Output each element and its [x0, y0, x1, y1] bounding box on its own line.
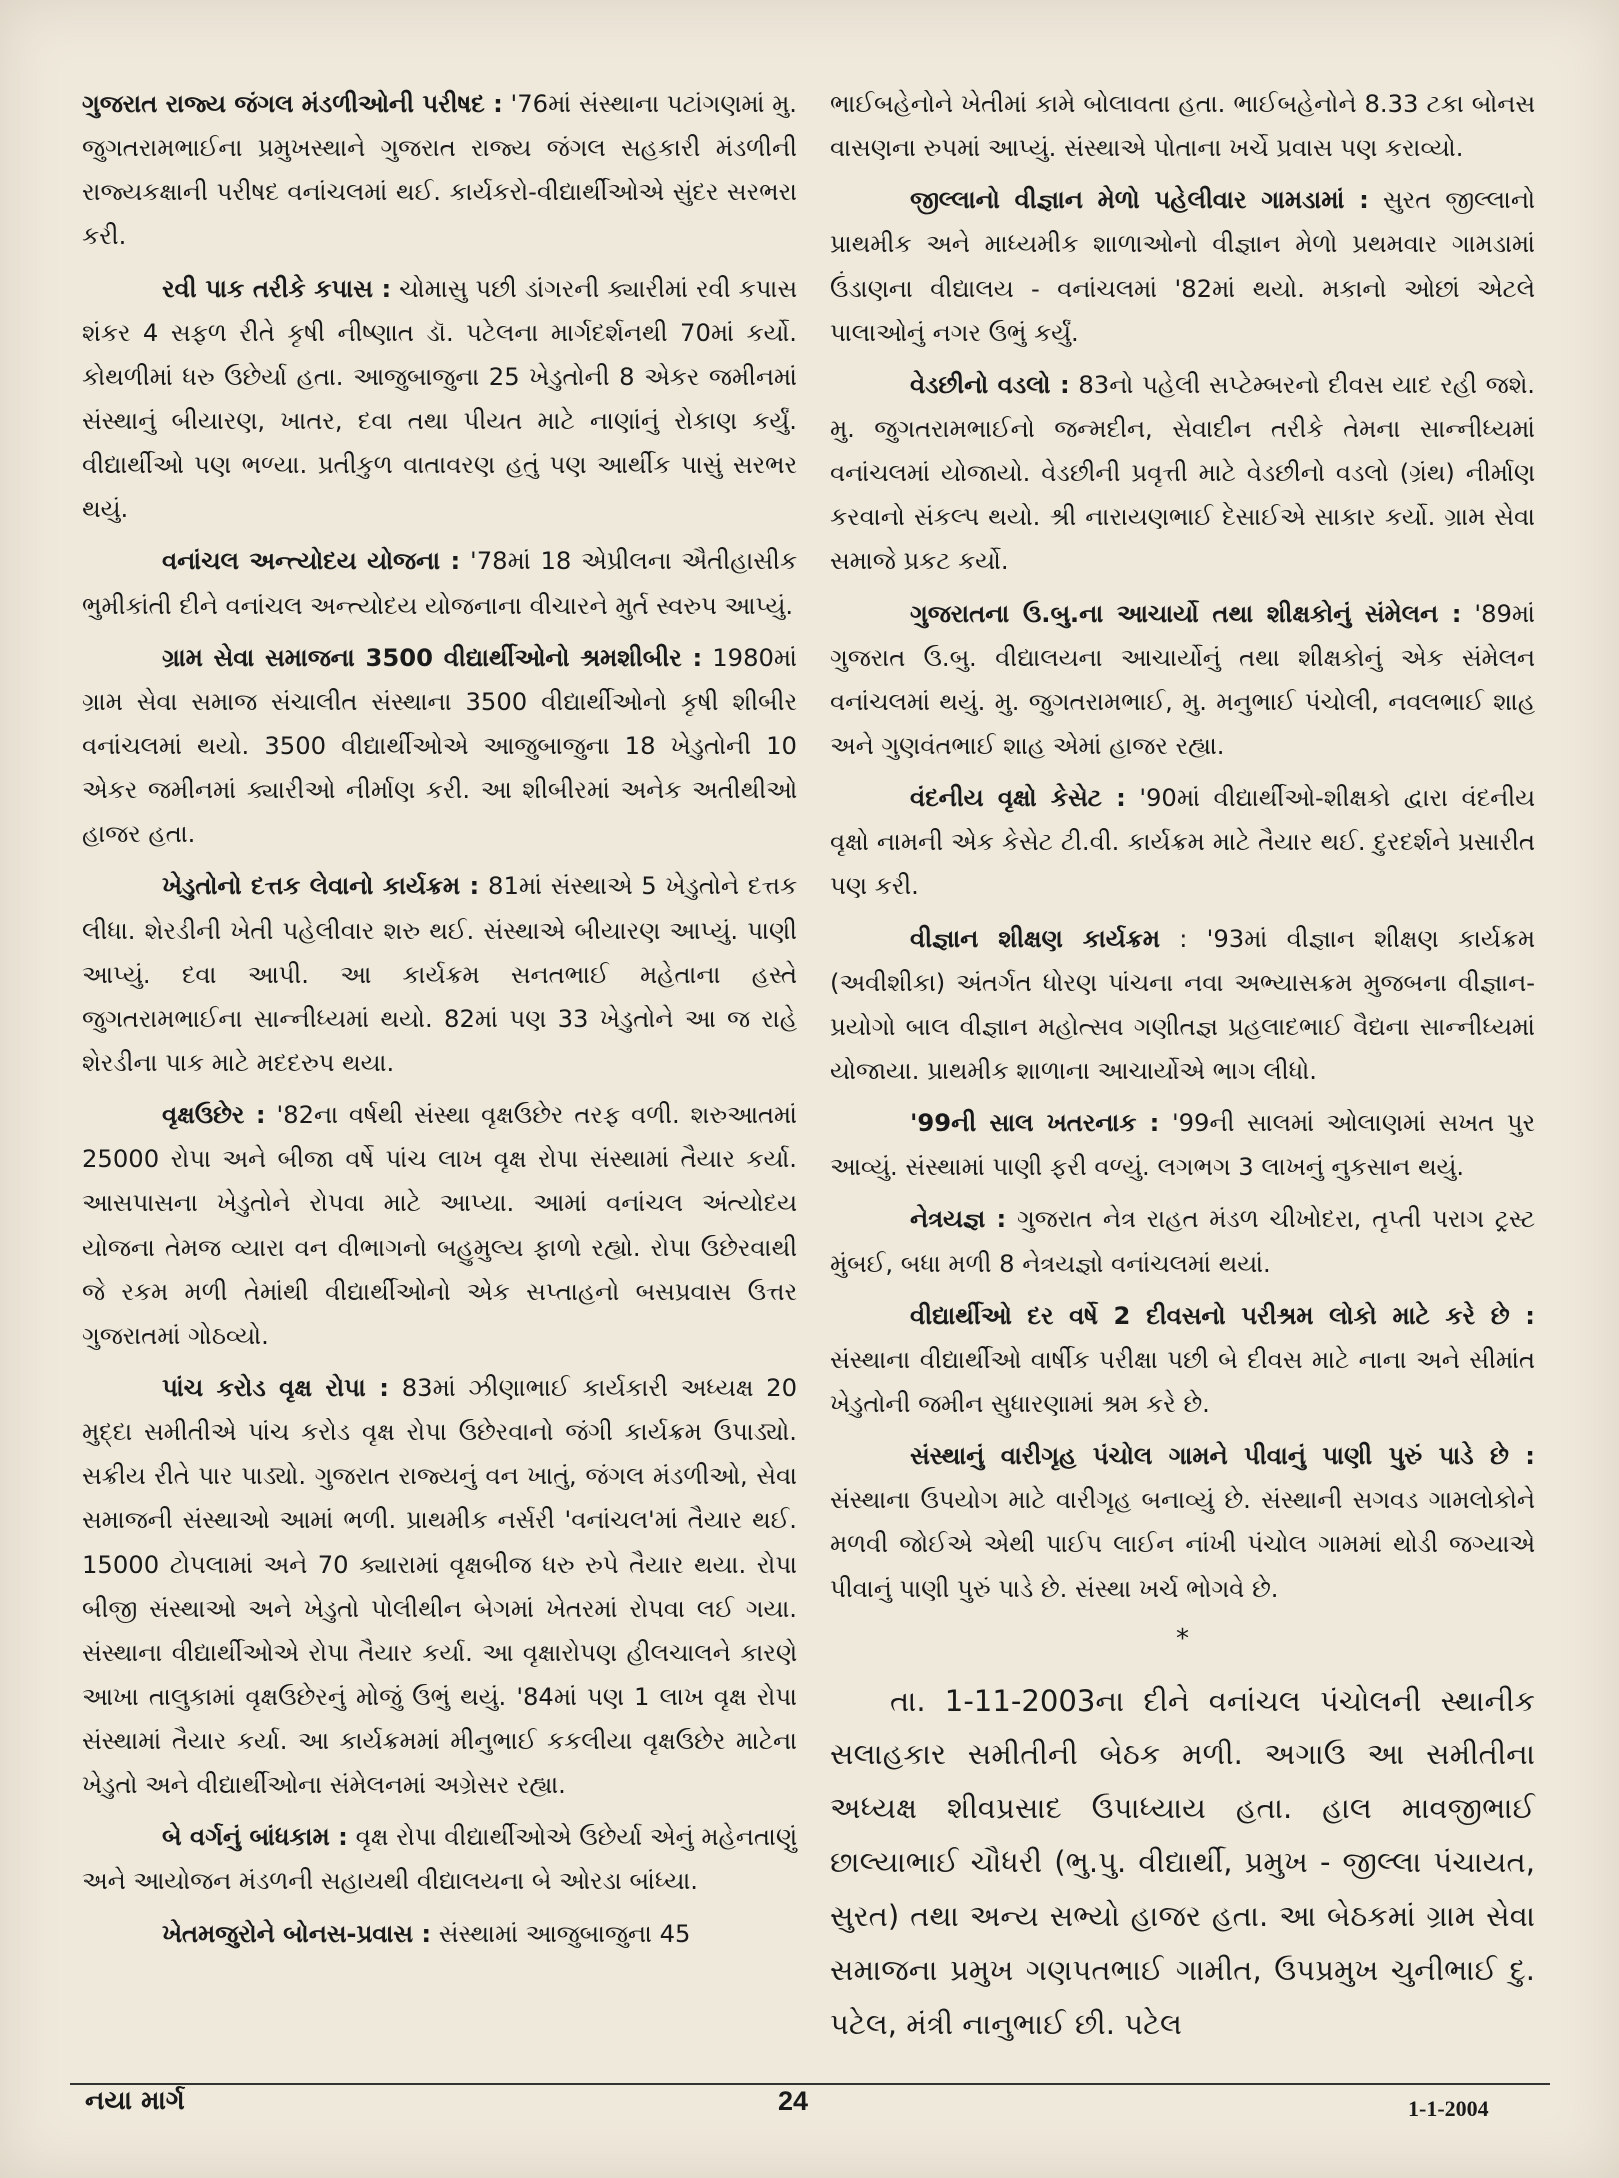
- paragraph-heading: સંસ્થાનું વારીગૃહ પંચોલ ગામને પીવાનું પાણી પુરું પાડે છે :: [910, 1441, 1535, 1471]
- article-paragraph: [82, 1093, 797, 1358]
- footer-divider: [70, 2083, 1550, 2085]
- paragraph-heading: રવી પાક તરીકે કપાસ :: [162, 273, 392, 303]
- paragraph-text: '89માં ગુજરાત ઉ.બુ. વીદ્યાલયના આચાર્યોનું તથા શીક્ષકોનું એક સંમેલન વનાંચલમાં થયું. મુ. જુગતરામભાઈ, મુ. મનુભાઈ પંચોલી, નવલભાઈ શાહ અને ગુણવંતભાઈ શાહ એમાં હાજર રહ્યા.: [830, 598, 1535, 760]
- paragraph-text: 1980માં ગ્રામ સેવા સમાજ સંચાલીત સંસ્થાના 3500 વીદ્યાર્થીઓનો કૃષી શીબીર વનાંચલમાં થયો. 3500 વીદ્યાર્થીઓએ આજુબાજુના 18 ખેડુતોની 10 એકર જમીનમાં ક્યારીઓ નીર્માણ કરી. આ શીબીરમાં અનેક અતીથીઓ હાજર હતા.: [82, 642, 797, 849]
- paragraph-heading: વેડછીનો વડલો :: [910, 369, 1070, 399]
- article-paragraph: [82, 1912, 797, 1956]
- right-column: [830, 82, 1535, 2051]
- paragraph-heading: બે વર્ગનું બાંધકામ :: [162, 1822, 348, 1852]
- article-paragraph: [830, 592, 1535, 769]
- paragraph-text: ચોમાસુ પછી ડાંગરની ક્યારીમાં રવી કપાસ શંકર 4 સફળ રીતે કૃષી નીષ્ણાત ડૉ. પટેલના માર્ગદર્શનથી 70માં કર્યો. કોથળીમાં ધરુ ઉછેર્યા હતા. આજુબાજુના 25 ખેડુતોની 8 એકર જમીનમાં સંસ્થાનું બીયારણ, ખાતર, દવા તથા પીયત માટે નાણાંનું રોકાણ કર્યું. વીદ્યાર્થીઓ પણ ભળ્યા. પ્રતીકુળ વાતાવરણ હતું પણ આર્થીક પાસું સરભર થયું.: [82, 273, 797, 524]
- paragraph-heading: ગુજરાતના ઉ.બુ.ના આચાર્યો તથા શીક્ષકોનું સંમેલન :: [910, 598, 1462, 628]
- article-paragraph: [830, 1294, 1535, 1426]
- article-paragraph: [830, 776, 1535, 908]
- paragraph-heading: વૃક્ષઉછેર :: [162, 1100, 266, 1130]
- article-paragraph: [830, 82, 1535, 170]
- issue-date: 1-1-2004: [1408, 2096, 1489, 2121]
- paragraph-heading: જીલ્લાનો વીજ્ઞાન મેળો પહેલીવાર ગામડામાં :: [910, 185, 1369, 215]
- article-paragraph: [82, 82, 797, 259]
- article-paragraph: [82, 539, 797, 627]
- publication-name: નયા માર્ગ: [85, 2086, 185, 2116]
- paragraph-text: ભાઈબહેનોને ખેતીમાં કામે બોલાવતા હતા. ભાઈબહેનોને 8.33 ટકા બોનસ વાસણના રુપમાં આપ્યું. સંસ્થાએ પોતાના ખર્ચે પ્રવાસ પણ કરાવ્યો.: [830, 89, 1535, 163]
- paragraph-heading: ગુજરાત રાજ્ય જંગલ મંડળીઓની પરીષદ :: [82, 89, 503, 118]
- left-column: [82, 82, 797, 1964]
- article-paragraph: [82, 636, 797, 857]
- paragraph-heading: વીદ્યાર્થીઓ દર વર્ષે 2 દીવસનો પરીશ્રમ લોકો માટે કરે છે :: [910, 1300, 1535, 1330]
- paragraph-heading: નેત્રયજ્ઞ :: [910, 1204, 1007, 1234]
- article-paragraph: [830, 178, 1535, 355]
- section-separator: *: [1176, 1623, 1189, 1654]
- paragraph-text: સુરત જીલ્લાનો પ્રાથમીક અને માધ્યમીક શાળાઓનો વીજ્ઞાન મેળો પ્રથમવાર ગામડામાં ઉંડાણના વીદ્યાલય - વનાંચલમાં '82માં થયો. મકાનો ઓછાં એટલે પાલાઓનું નગર ઉભું કર્યું.: [830, 185, 1536, 347]
- paragraph-text: '99ની સાલમાં ઓલાણમાં સખત પુર આવ્યું. સંસ્થામાં પાણી ફરી વળ્યું. લગભગ 3 લાખનું નુકસાન થયું.: [830, 1108, 1535, 1182]
- paragraph-text: '78માં 18 એપ્રીલના ઐતીહાસીક ભુમીકાંતી દીને વનાંચલ અન્ત્યોદય યોજનાના વીચારને મુર્ત સ્વરુપ આપ્યું.: [82, 546, 797, 620]
- paragraph-text: '90માં વીદ્યાર્થીઓ-શીક્ષકો દ્વારા વંદનીય વૃક્ષો નામની એક કેસેટ ટી.વી. કાર્યક્રમ માટે તૈયાર થઈ. દુરદર્શને પ્રસારીત પણ કરી.: [830, 783, 1535, 901]
- paragraph-heading: ગ્રામ સેવા સમાજના 3500 વીદ્યાર્થીઓનો શ્રમશીબીર :: [162, 642, 703, 672]
- paragraph-heading: ખેડુતોનો દત્તક લેવાનો કાર્યક્રમ :: [162, 871, 480, 901]
- paragraph-heading: પાંચ કરોડ વૃક્ષ રોપા :: [162, 1372, 389, 1402]
- paragraph-text: સંસ્થાના ઉપયોગ માટે વારીગૃહ બનાવ્યું છે. સંસ્થાની સગવડ ગામલોકોને મળવી જોઈએ એથી પાઈપ લાઈન નાંખી પંચોલ ગામમાં થોડી જગ્યાએ પીવાનું પાણી પુરું પાડે છે. સંસ્થા ખર્ચ ભોગવે છે.: [830, 1485, 1535, 1603]
- article-paragraph: [830, 917, 1535, 1094]
- paragraph-text: : '93માં વીજ્ઞાન શીક્ષણ કાર્યક્રમ (અવીશીકા) અંતર્ગત ધોરણ પાંચના નવા અભ્યાસક્રમ મુજબના વીજ્ઞાન-પ્રયોગો બાલ વીજ્ઞાન મહોત્સવ ગણીતજ્ઞ પ્રહલાદભાઈ વૈદ્યના સાન્નીધ્યમાં યોજાયા. પ્રાથમીક શાળાના આચાર્યોએ ભાગ લીધો.: [830, 923, 1535, 1085]
- article-paragraph: [830, 1434, 1535, 1611]
- paragraph-text: 81માં સંસ્થાએ 5 ખેડુતોને દત્તક લીધા. શેરડીની ખેતી પહેલીવાર શરુ થઈ. સંસ્થાએ બીયારણ આપ્યું. પાણી આપ્યું. દવા આપી. આ કાર્યક્રમ સનતભાઈ મહેતાના હસ્તે જુગતરામભાઈના સાન્નીધ્યમાં થયો. 82માં પણ 33 ખેડુતોને આ જ રાહે શેરડીના પાક માટે મદદરુપ થયા.: [82, 871, 797, 1077]
- paragraph-text: 83નો પહેલી સપ્ટેમ્બરનો દીવસ યાદ રહી જશે. મુ. જુગતરામભાઈનો જન્મદીન, સેવાદીન તરીકે તેમના સાન્નીધ્યમાં વનાંચલમાં યોજાયો. વેડછીની પ્રવૃત્તી માટે વેડછીનો વડલો (ગ્રંથ) નીર્માણ કરવાનો સંકલ્પ થયો. શ્રી નારાયણભાઈ દેસાઈએ સાકાર કર્યો. ગ્રામ સેવા સમાજે પ્રકટ કર્યો.: [830, 369, 1535, 576]
- article-paragraph: [82, 1815, 797, 1903]
- article-paragraph: [830, 1197, 1535, 1285]
- paragraph-heading: ખેતમજુરોને બોનસ-પ્રવાસ :: [162, 1918, 432, 1948]
- paragraph-text: '82ના વર્ષથી સંસ્થા વૃક્ષઉછેર તરફ વળી. શરુઆતમાં 25000 રોપા અને બીજા વર્ષે પાંચ લાખ વૃક્ષ રોપા સંસ્થામાં તૈયાર કર્યા. આસપાસના ખેડુતોને રોપવા માટે આપ્યા. આમાં વનાંચલ અંત્યોદય યોજના તેમજ વ્યારા વન વીભાગનો બહુમુલ્ય ફાળો રહ્યો. રોપા ઉછેરવાથી જે રકમ મળી તેમાંથી વીદ્યાર્થીઓનો એક સપ્તાહનો બસપ્રવાસ ઉત્તર ગુજરાતમાં ગોઠવ્યો.: [82, 1100, 797, 1350]
- paragraph-heading: વીજ્ઞાન શીક્ષણ કાર્યક્રમ: [910, 923, 1160, 953]
- paragraph-text: સંસ્થાના વીદ્યાર્થીઓ વાર્ષીક પરીક્ષા પછી બે દીવસ માટે નાના અને સીમાંત ખેડુતોની જમીન સુધારણામાં શ્રમ કરે છે.: [830, 1344, 1535, 1418]
- article-paragraph: [830, 363, 1535, 584]
- article-paragraph: [82, 267, 797, 532]
- paragraph-heading: '99ની સાલ ખતરનાક :: [910, 1108, 1160, 1138]
- article-paragraph: [82, 864, 797, 1085]
- paragraph-text: વૃક્ષ રોપા વીદ્યાર્થીઓએ ઉછેર્યા એનું મહેનતાણું અને આયોજન મંડળની સહાયથી વીદ્યાલયના બે ઓરડા બાંધ્યા.: [82, 1822, 797, 1896]
- article-paragraph: [82, 1366, 797, 1807]
- article-paragraph: [830, 1101, 1535, 1189]
- paragraph-text: સંસ્થામાં આજુબાજુના 45: [431, 1918, 691, 1948]
- paragraph-heading: વંદનીય વૃક્ષો કેસેટ :: [910, 783, 1126, 813]
- paragraph-text: '76માં સંસ્થાના પટાંગણમાં મુ. જુગતરામભાઈના પ્રમુખસ્થાને ગુજરાત રાજ્ય જંગલ સહકારી મંડળીની રાજ્યકક્ષાની પરીષદ વનાંચલમાં થઈ. કાર્યકરો-વીદ્યાર્થીઓએ સુંદર સરભરા કરી.: [82, 89, 797, 251]
- paragraph-heading: વનાંચલ અન્ત્યોદય યોજના :: [162, 546, 461, 576]
- closing-paragraph: તા. 1-11-2003ના દીને વનાંચલ પંચોલની સ્થાનીક સલાહકાર સમીતીની બેઠક મળી. અગાઉ આ સમીતીના અધ્યક્ષ શીવપ્રસાદ ઉપાધ્યાય હતા. હાલ માવજીભાઈ છાલ્યાભાઈ ચૌધરી (ભુ.પુ. વીદ્યાર્થી, પ્રમુખ - જીલ્લા પંચાયત, સુરત) તથા અન્ય સભ્યો હાજર હતા. આ બેઠકમાં ગ્રામ સેવા સમાજના પ્રમુખ ગણપતભાઈ ગામીત, ઉપપ્રમુખ ચુનીભાઈ દુ. પટેલ, મંત્રી નાનુભાઈ છી. પટેલ: [830, 1683, 1535, 2041]
- page-number: 24: [778, 2086, 809, 2116]
- paragraph-text: ગુજરાત નેત્ર રાહત મંડળ ચીખોદરા, તૃપ્તી પરાગ ટ્રસ્ટ મુંબઈ, બધા મળી 8 નેત્રયજ્ઞો વનાંચલમાં થયાં.: [830, 1204, 1536, 1278]
- paragraph-text: 83માં ઝીણાભાઈ કાર્યકારી અધ્યક્ષ 20 મુદ્દા સમીતીએ પાંચ કરોડ વૃક્ષ રોપા ઉછેરવાનો જંગી કાર્યક્રમ ઉપાડ્યો. સક્રીય રીતે પાર પાડ્યો. ગુજરાત રાજ્યનું વન ખાતું, જંગલ મંડળીઓ, સેવા સમાજની સંસ્થાઓ આમાં ભળી. પ્રાથમીક નર્સરી 'વનાંચલ'માં તૈયાર થઈ. 15000 ટોપલામાં અને 70 ક્યારામાં વૃક્ષબીજ ધરુ રુપે તૈયાર થયા. રોપા બીજી સંસ્થાઓ અને ખેડુતો પોલીથીન બેગમાં ખેતરમાં રોપવા લઈ ગયા. સંસ્થાના વીદ્યાર્થીઓએ રોપા તૈયાર કર્યા. આ વૃક્ષારોપણ હીલચાલને કારણે આખા તાલુકામાં વૃક્ષઉછેરનું મોજું ઉભું થયું. '84માં પણ 1 લાખ વૃક્ષ રોપા સંસ્થામાં તૈયાર કર્યા. આ કાર્યક્રમમાં મીનુભાઈ કકલીયા વૃક્ષઉછેર માટેના ખેડુતો અને વીદ્યાર્થીઓના સંમેલનમાં અગ્રેસર રહ્યા.: [82, 1372, 797, 1800]
